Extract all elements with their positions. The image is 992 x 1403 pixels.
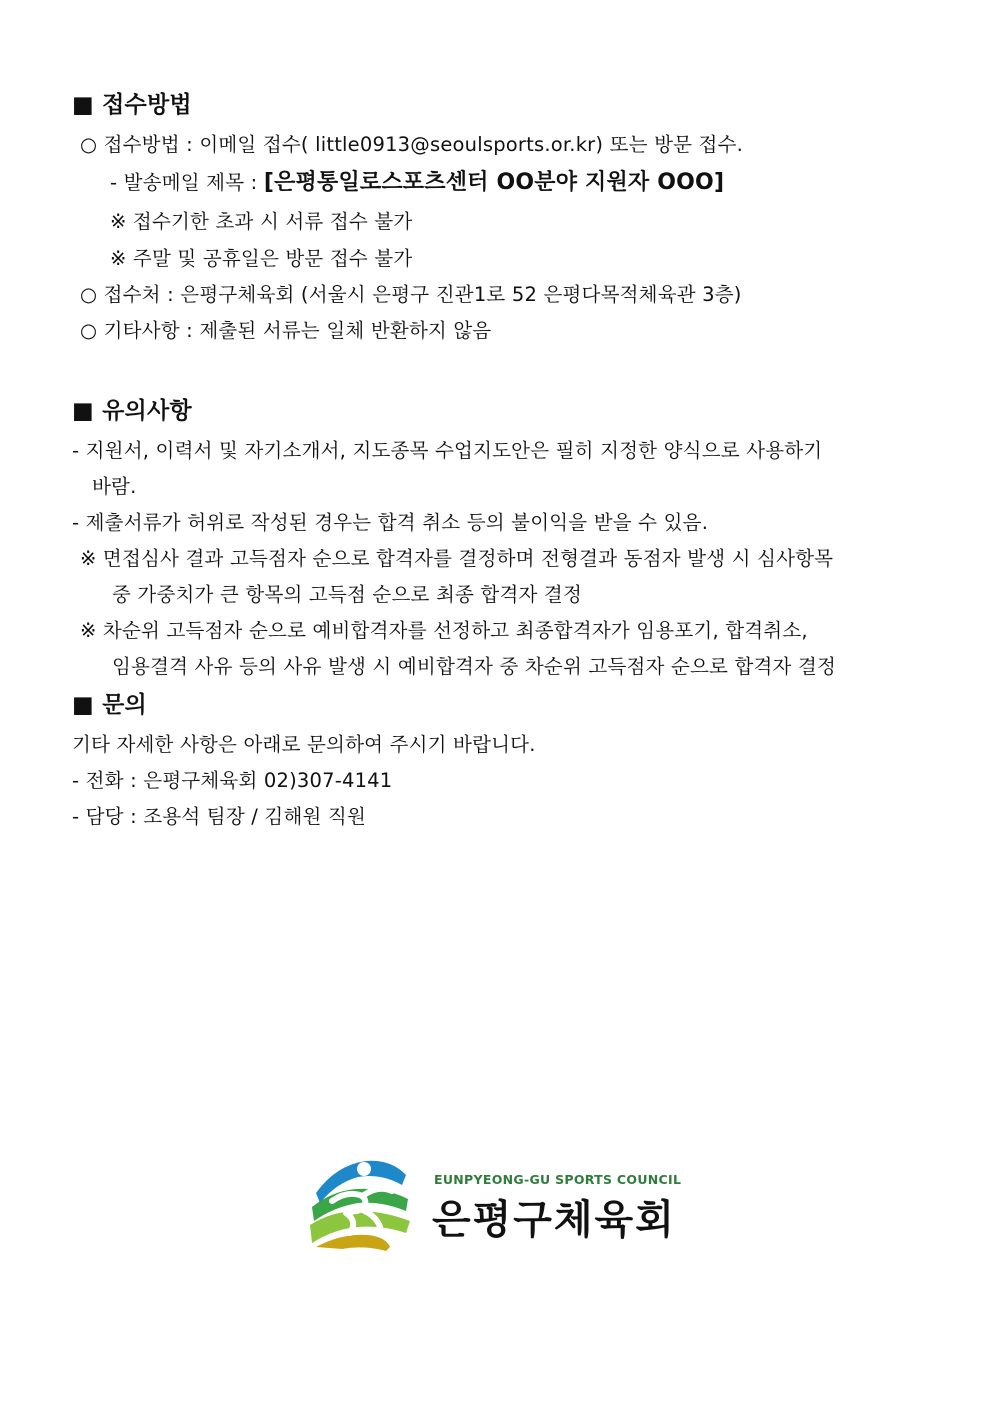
application-place: ○ 접수처 : 은평구체육회 (서울시 은평구 진관1로 52 은평다목적체육관 3층) <box>80 283 742 306</box>
email-subject-line <box>110 169 724 197</box>
section-heading-application: ■ 접수방법 <box>72 92 192 118</box>
note-deadline: ※ 접수기한 초과 시 서류 접수 불가 <box>110 210 413 233</box>
notice-note-1-cont: 중 가중치가 큰 항목의 고득점 순으로 최종 합격자 결정 <box>112 583 583 606</box>
notice-note-2: ※ 차순위 고득점자 순으로 예비합격자를 선정하고 최종합격자가 임용포기, 합격취소, <box>80 619 808 642</box>
inquiry-contact: - 담당 : 조용석 팀장 / 김해원 직원 <box>72 805 367 828</box>
notice-note-2-cont: 임용결격 사유 등의 사유 발생 시 예비합격자 중 차순위 고득점자 순으로 합격자 결정 <box>112 655 837 678</box>
logo-english-text: EUNPYEONG-GU SPORTS COUNCIL <box>434 1172 682 1187</box>
council-logo <box>306 1155 682 1255</box>
application-etc: ○ 기타사항 : 제출된 서류는 일체 반환하지 않음 <box>80 319 492 342</box>
inquiry-phone: - 전화 : 은평구체육회 02)307-4141 <box>72 769 393 792</box>
inquiry-intro: 기타 자세한 사항은 아래로 문의하여 주시기 바랍니다. <box>72 733 536 756</box>
note-weekend: ※ 주말 및 공휴일은 방문 접수 불가 <box>110 247 413 270</box>
application-method: ○ 접수방법 : 이메일 접수( little0913@seoulsports.or.kr) 또는 방문 접수. <box>80 133 744 156</box>
council-emblem-icon <box>306 1155 416 1253</box>
notice-item-2: - 제출서류가 허위로 작성된 경우는 합격 취소 등의 불이익을 받을 수 있음. <box>72 511 709 534</box>
notice-item-1-cont: 바람. <box>92 475 137 498</box>
notice-note-1: ※ 면접심사 결과 고득점자 순으로 합격자를 결정하며 전형결과 동점자 발생 시 심사항목 <box>80 547 834 570</box>
email-subject-value: [은평통일로스포츠센터 OO분야 지원자 OOO] <box>263 170 725 195</box>
email-subject-label: - 발송메일 제목 : <box>110 171 264 194</box>
section-heading-notes: ■ 유의사항 <box>72 398 192 424</box>
notice-item-1: - 지원서, 이력서 및 자기소개서, 지도종목 수업지도안은 필히 지정한 양식으로 사용하기 <box>72 439 823 462</box>
section-heading-inquiry: ■ 문의 <box>72 692 147 718</box>
logo-korean-text: 은평구체육회 <box>432 1197 676 1243</box>
